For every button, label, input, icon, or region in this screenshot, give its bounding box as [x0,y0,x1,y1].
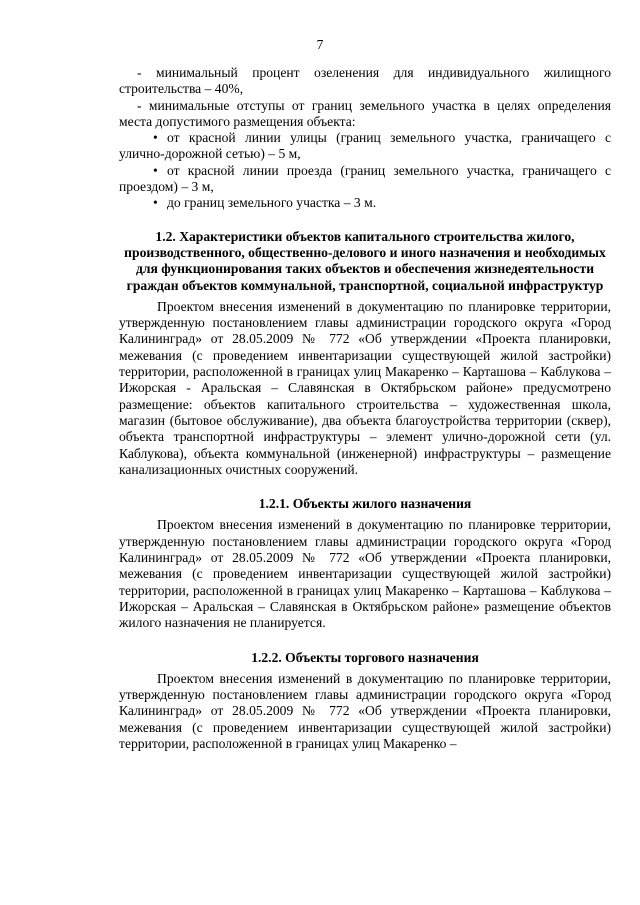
bullet-icon: • [153,162,158,178]
section-heading-1-2-2: 1.2.2. Объекты торгового назначения [251,649,479,665]
list-item: - минимальные отступы от границ земельного участка в целях определения места допустимого размещения объекта: [119,97,611,129]
section-heading-1-2-1: 1.2.1. Объекты жилого назначения [258,496,472,512]
bullet-item [119,163,611,196]
bullet-icon: • [153,195,158,211]
section-heading-1-2: 1.2. Характеристики объектов капитального строительства жилого, производственного, общественно-делового и иного назначения и необходимых для функционирования таких объектов и обеспечения жизнедеятельности граждан объектов коммунальной, транспортной, социальной инфраструктур [124,228,606,293]
section-paragraph-1-2-1: Проектом внесения изменений в документацию по планировке территории, утвержденную постановлением главы администрации городского округа «Город Калининград» от 28.05.2009 № 772 «Об утверждении «Проекта планировки, межевания (с проведением инвентаризации существующей жилой застройки) территории, расположенной в границах улиц Макаренко – Карташова – Каблукова – Ижорская – Аральская – Славянская в Октябрьском районе» размещение объектов жилого назначения не планируется. [119,517,611,631]
bullet-text: до границ земельного участка – 3 м. [167,195,377,211]
section-paragraph-1-2-2: Проектом внесения изменений в документацию по планировке территории, утвержденную постановлением главы администрации городского округа «Город Калининград» от 28.05.2009 № 772 «Об утверждении «Проекта планировки, межевания (с проведением инвентаризации существующей жилой застройки) территории, расположенной в границах улиц Макаренко – [119,670,611,751]
section-paragraph-1-2: Проектом внесения изменений в документацию по планировке территории, утвержденную постановлением главы администрации городского округа «Город Калининград» от 28.05.2009 № 772 «Об утверждении «Проекта планировки, межевания (с проведением инвентаризации существующей жилой застройки) территории, расположенной в границах улиц Макаренко – Карташова – Каблукова – Ижорская - Аральская – Славянская в Октябрьском районе» предусмотрено размещение: объектов капитального строительства – художественная школа, магазин (бытовое обслуживание), два объекта благоустройства территории (сквер), объекта транспортной инфраструктуры – элемент улично-дорожной сети (ул. Каблукова), объекта коммунальной (инженерной) инфраструктуры – размещение канализационных очистных сооружений. [119,298,611,477]
bullet-item [119,130,611,163]
bullet-text: от красной линии улицы (границ земельного участка, граничащего с улично-дорожной сетью) – 5 м, [119,130,611,162]
page-content [119,65,611,752]
page-number: 7 [316,37,324,52]
bullet-text: от красной линии проезда (границ земельного участка, граничащего с проездом) – 3 м, [119,162,611,195]
bullet-item [119,195,611,211]
bullet-icon: • [153,130,158,146]
list-item: - минимальный процент озеленения для индивидуального жилищного строительства – 40%, [119,65,611,97]
